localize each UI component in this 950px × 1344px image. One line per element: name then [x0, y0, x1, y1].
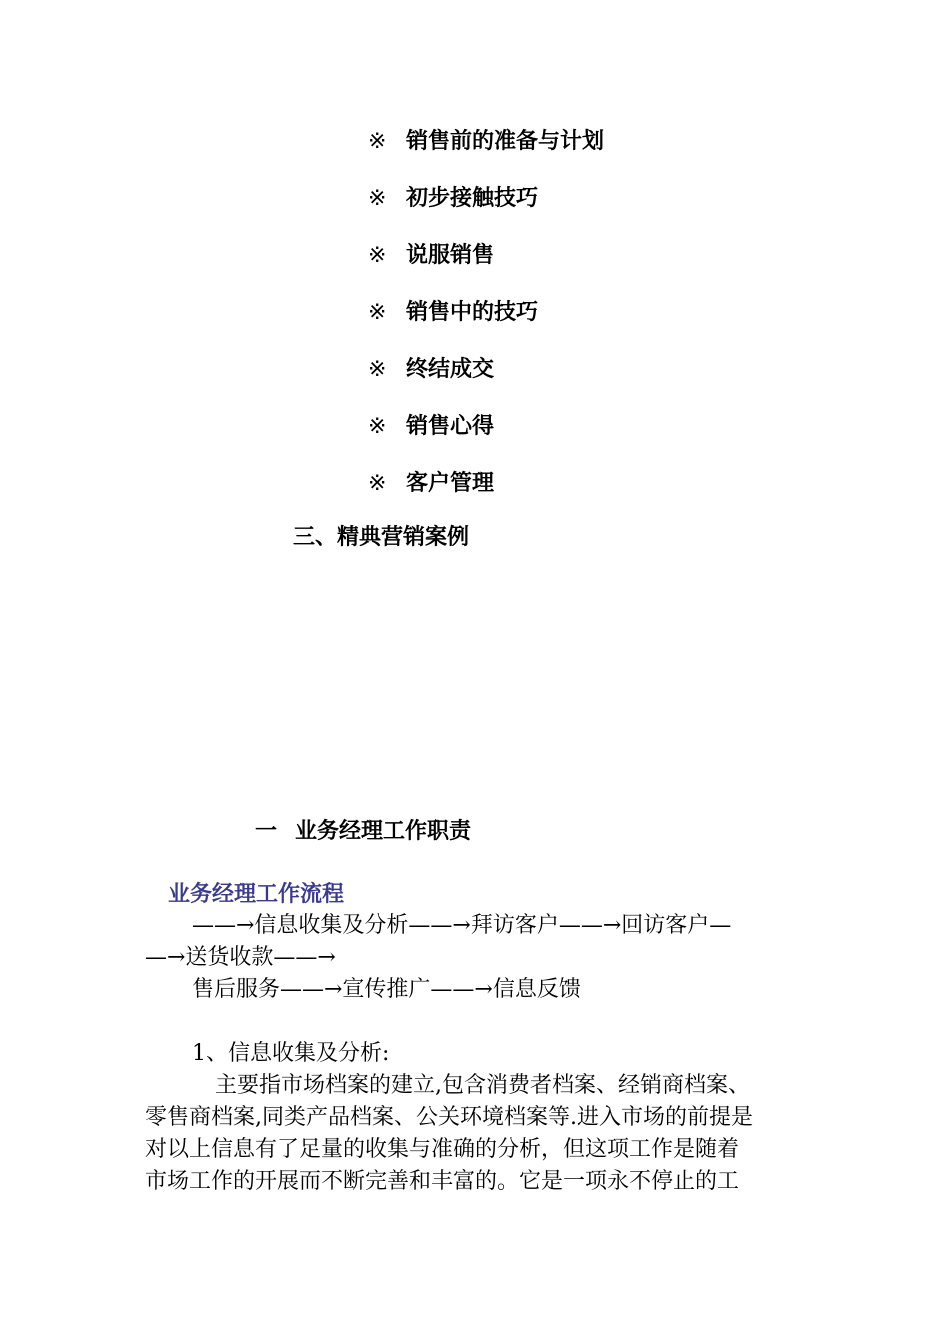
workflow-line: —→送货收款——→ — [145, 945, 336, 970]
paragraph-line: 市场工作的开展而不断完善和丰富的。它是一项永不停止的工 — [145, 1169, 740, 1194]
bullet-item — [368, 409, 604, 466]
workflow-heading: 业务经理工作流程 — [168, 881, 345, 907]
bullet-item — [368, 124, 604, 181]
bullet-text: 终结成交 — [406, 356, 495, 382]
chapter-number: 一 — [255, 818, 278, 844]
chapter-title — [255, 814, 471, 845]
reference-mark-icon: ※ — [368, 243, 387, 268]
bullet-text: 初步接触技巧 — [406, 185, 539, 211]
bullet-text: 销售心得 — [406, 413, 495, 439]
workflow-line: 售后服务——→宣传推广——→信息反馈 — [192, 977, 581, 1002]
bullet-item — [368, 238, 604, 295]
bullet-text: 客户管理 — [406, 470, 495, 496]
paragraph-line: 零售商档案,同类产品档案、公关环境档案等.进入市场的前提是 — [145, 1105, 753, 1130]
chapter-title-text: 业务经理工作职责 — [295, 818, 472, 844]
reference-mark-icon: ※ — [368, 186, 387, 211]
bullet-item — [368, 181, 604, 238]
bullet-text: 销售中的技巧 — [406, 299, 539, 325]
reference-mark-icon: ※ — [368, 300, 387, 325]
workflow-line: ——→信息收集及分析——→拜访客户——→回访客户— — [192, 913, 732, 938]
paragraph-line: 对以上信息有了足量的收集与准确的分析，但这项工作是随着 — [145, 1137, 740, 1162]
reference-mark-icon: ※ — [368, 129, 387, 154]
bullet-item — [368, 295, 604, 352]
section-1-heading: 1、信息收集及分析: — [192, 1041, 390, 1066]
bullet-text: 说服销售 — [406, 242, 495, 268]
paragraph-line: 主要指市场档案的建立,包含消费者档案、经销商档案、 — [215, 1073, 750, 1098]
reference-mark-icon: ※ — [368, 357, 387, 382]
bullet-text: 销售前的准备与计划 — [406, 128, 605, 154]
bullet-item — [368, 466, 604, 523]
section-heading-3: 三、精典营销案例 — [293, 524, 470, 550]
topic-bullet-list — [368, 124, 604, 523]
section-1-paragraph — [145, 1070, 810, 1198]
bullet-item — [368, 352, 604, 409]
reference-mark-icon: ※ — [368, 471, 387, 496]
reference-mark-icon: ※ — [368, 414, 387, 439]
